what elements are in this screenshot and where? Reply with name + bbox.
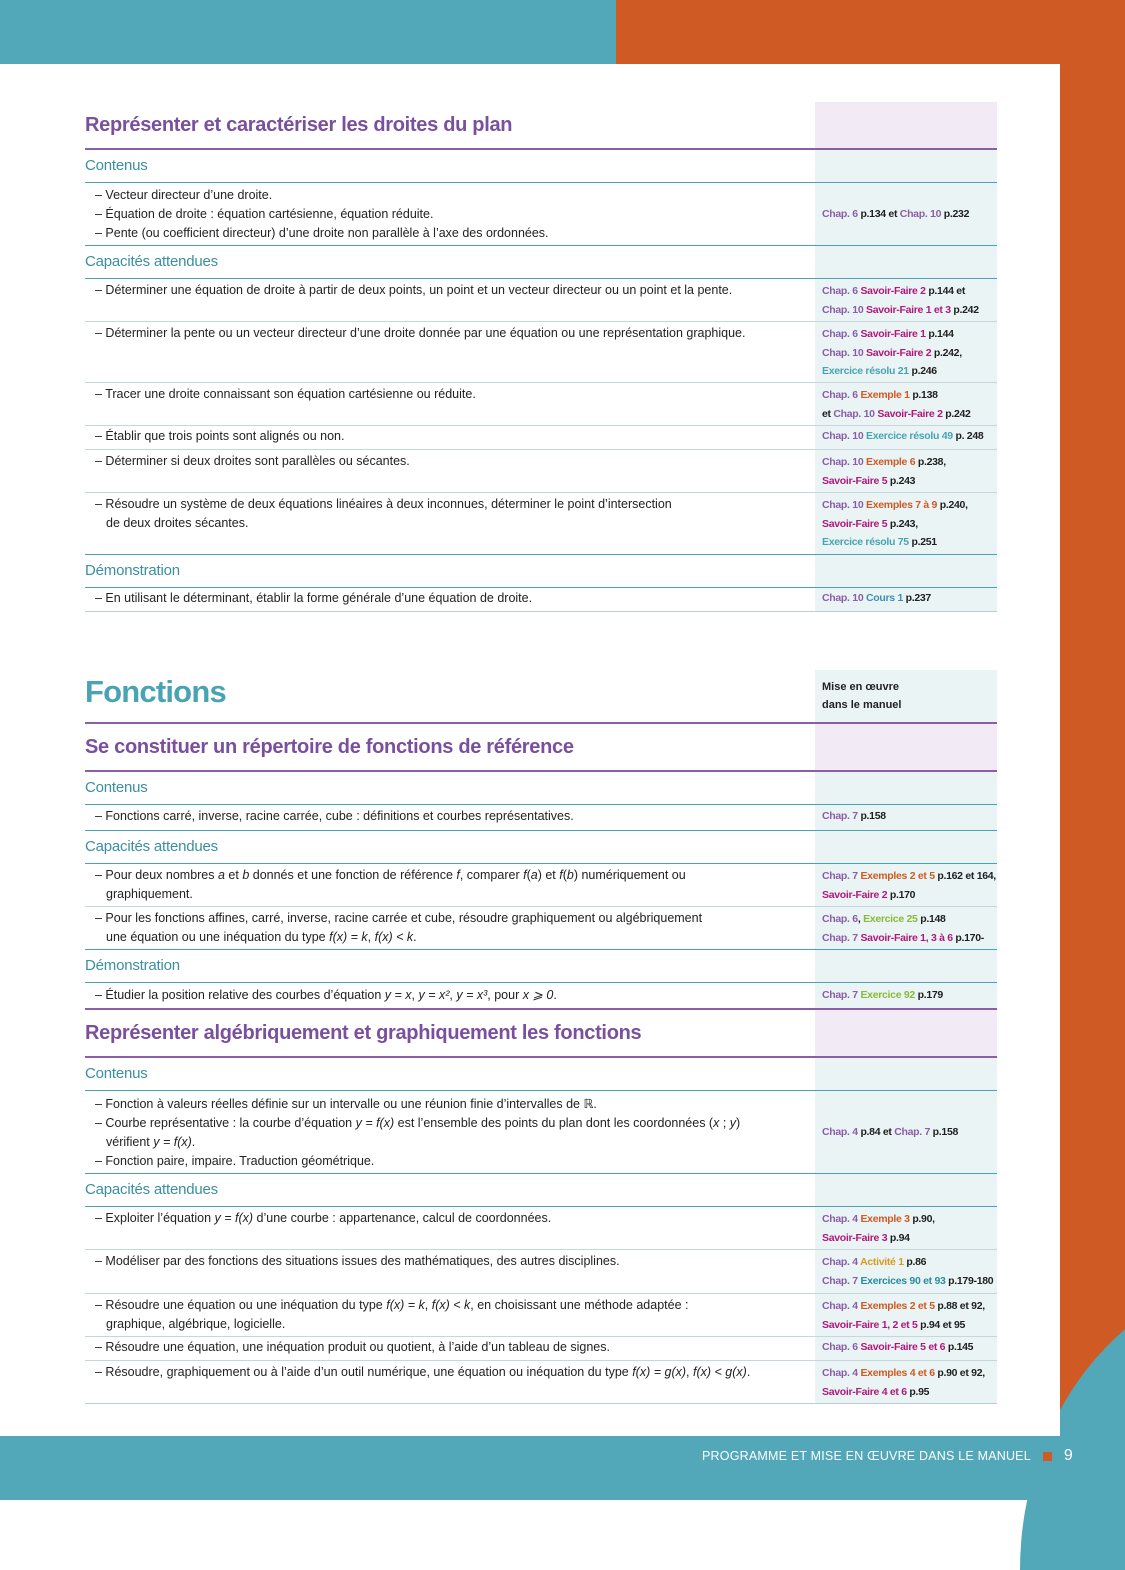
capacite-ref: Chap. 10 Exemple 6 p.238, Savoir-Faire 5 p.243 — [815, 450, 997, 492]
capacite-ref: Chap. 4 Exemple 3 p.90, Savoir-Faire 3 p.94 — [815, 1207, 997, 1249]
bottom-teal-band — [0, 1436, 1125, 1500]
capacite-ref: Chap. 6 Savoir-Faire 5 et 6 p.145 — [815, 1337, 997, 1360]
demo-row: – Étudier la position relative des courbes d’équation y = x, y = x², y = x³, pour x ⩾ 0. Chap. 7 Exercice 92 p.179 — [85, 983, 997, 1010]
contenus-heading-row — [85, 150, 997, 183]
section-title-row — [85, 102, 997, 150]
footer-text: PROGRAMME ET MISE EN ŒUVRE DANS LE MANUEL — [702, 1449, 1031, 1463]
subsection-title: Représenter algébriquement et graphiquement les fonctions — [85, 1022, 642, 1044]
subsection-title: Se constituer un répertoire de fonctions de référence — [85, 736, 574, 758]
contenus-ref: Chap. 6 p.134 et Chap. 10 p.232 — [815, 183, 997, 245]
mise-en-oeuvre-label: Mise en œuvre dans le manuel — [815, 670, 997, 722]
contenus-row: – Fonctions carré, inverse, racine carrée, cube : définitions et courbes représentatives. Chap. 7 p.158 — [85, 805, 997, 831]
capacites-heading-row: Capacités attendues — [85, 831, 997, 864]
capacite-row: – Déterminer la pente ou un vecteur directeur d’une droite donnée par une équation ou une représentation graphique. Chap. 6 Savoir-Faire 1 p.144 Chap. 10 Savoir-Faire 2 p.242, Exercice résolu 21 p.246 — [85, 322, 997, 383]
section-title: Représenter et caractériser les droites du plan — [85, 114, 513, 136]
capacite-row: – Résoudre, graphiquement ou à l’aide d’un outil numérique, une équation ou inéquation du type f(x) = g(x), f(x) < g(x). Chap. 4 Exemples 4 et 6 p.90 et 92, Savoir-Faire 4 et 6 p.95 — [85, 1361, 997, 1404]
contenus-ref: Chap. 7 p.158 — [815, 805, 997, 830]
demo-ref: Chap. 10 Cours 1 p.237 — [815, 588, 997, 611]
contenus-line: – Vecteur directeur d’une droite. — [95, 188, 273, 202]
page-footer — [702, 1447, 1073, 1465]
capacite-ref: Chap. 10 Exercice résolu 49 p. 248 — [815, 426, 997, 449]
contenus-line: – Équation de droite : équation cartésienne, équation réduite. — [95, 207, 434, 221]
capacites-heading: Capacités attendues — [85, 253, 218, 270]
capacite-row: – Pour deux nombres a et b donnés et une fonction de référence f, comparer f(a) et f(b) numériquement ou graphiquement. Chap. 7 Exemples 2 et 5 p.162 et 164, Savoir-Faire 2 p.170 — [85, 864, 997, 907]
section-droites — [85, 102, 997, 612]
subsection-title-row — [85, 724, 997, 772]
capacite-row: – Résoudre une équation, une inéquation produit ou quotient, à l’aide d’un tableau de signes. Chap. 6 Savoir-Faire 5 et 6 p.145 — [85, 1337, 997, 1361]
page-title: Fonctions — [85, 674, 226, 709]
square-icon — [1043, 1452, 1052, 1461]
contenus-line: – Pente (ou coefficient directeur) d’une droite non parallèle à l’axe des ordonnées. — [95, 226, 549, 240]
capacite-row: – Établir que trois points sont alignés ou non. Chap. 10 Exercice résolu 49 p. 248 — [85, 426, 997, 450]
capacite-ref: Chap. 6, Exercice 25 p.148 Chap. 7 Savoir-Faire 1, 3 à 6 p.170- — [815, 907, 997, 949]
top-teal-band — [0, 0, 620, 64]
capacite-ref: Chap. 10 Exemples 7 à 9 p.240, Savoir-Faire 5 p.243, Exercice résolu 75 p.251 — [815, 493, 997, 554]
capacite-row: – Résoudre un système de deux équations linéaires à deux inconnues, déterminer le point d’intersection de deux droites sécantes. Chap. 10 Exemples 7 à 9 p.240, Savoir-Faire 5 p.243, Exercice résolu 75 p.251 — [85, 493, 997, 555]
capacite-row: – Résoudre une équation ou une inéquation du type f(x) = k, f(x) < k, en choisissant une méthode adaptée : graphique, algébrique, logicielle. Chap. 4 Exemples 2 et 5 p.88 et 92, Savoir-Faire 1, 2 et 5 p.94 et 95 — [85, 1294, 997, 1337]
fonctions-title-row — [85, 670, 997, 724]
capacite-ref: Chap. 4 Exemples 2 et 5 p.88 et 92, Savoir-Faire 1, 2 et 5 p.94 et 95 — [815, 1294, 997, 1336]
capacite-row: – Pour les fonctions affines, carré, inverse, racine carrée et cube, résoudre graphiquement ou algébriquement une équation ou une inéquation du type f(x) = k, f(x) < k. Chap. 6, Exercice 25 p.148 Chap. 7 Savoir-Faire 1, 3 à 6 p.170- — [85, 907, 997, 950]
capacite-ref: Chap. 4 Exemples 4 et 6 p.90 et 92, Savoir-Faire 4 et 6 p.95 — [815, 1361, 997, 1403]
contenus-row — [85, 183, 997, 246]
capacite-row: – Déterminer si deux droites sont parallèles ou sécantes. Chap. 10 Exemple 6 p.238, Savoir-Faire 5 p.243 — [85, 450, 997, 493]
capacite-ref: Chap. 7 Exemples 2 et 5 p.162 et 164, Savoir-Faire 2 p.170 — [815, 864, 997, 906]
contenus-row: – Fonction à valeurs réelles définie sur un intervalle ou une réunion finie d’intervalles de ℝ. – Courbe représentative : la courbe d’équation y = f(x) est l’ensemble des points du plan dont les coordonnées (x ; y) vérifient y = f(x). – Fonction paire, impaire. Traduction géométrique. Chap. 4 p.84 et Chap. 7 p.158 — [85, 1091, 997, 1174]
demo-heading-row: Démonstration — [85, 950, 997, 983]
capacite-ref: Chap. 6 Exemple 1 p.138 et Chap. 10 Savoir-Faire 2 p.242 — [815, 383, 997, 425]
subsection-title-row — [85, 1010, 997, 1058]
capacites-heading-row — [85, 246, 997, 279]
capacites-heading-row: Capacités attendues — [85, 1174, 997, 1207]
capacite-ref: Chap. 4 Activité 1 p.86 Chap. 7 Exercices 90 et 93 p.179-180 — [815, 1250, 997, 1293]
capacite-ref: Chap. 6 Savoir-Faire 2 p.144 et Chap. 10 Savoir-Faire 1 et 3 p.242 — [815, 279, 997, 321]
page-number: 9 — [1063, 1447, 1073, 1464]
contenus-heading: Contenus — [85, 157, 148, 174]
contenus-ref: Chap. 4 p.84 et Chap. 7 p.158 — [815, 1091, 997, 1173]
capacite-row: – Déterminer une équation de droite à partir de deux points, un point et un vecteur directeur ou un point et la pente. Chap. 6 Savoir-Faire 2 p.144 et Chap. 10 Savoir-Faire 1 et 3 p.242 — [85, 279, 997, 322]
contenus-heading-row: Contenus — [85, 772, 997, 805]
capacite-ref: Chap. 6 Savoir-Faire 1 p.144 Chap. 10 Savoir-Faire 2 p.242, Exercice résolu 21 p.246 — [815, 322, 997, 382]
demo-heading: Démonstration — [85, 562, 180, 579]
demo-ref: Chap. 7 Exercice 92 p.179 — [815, 983, 997, 1008]
capacite-row: – Tracer une droite connaissant son équation cartésienne ou réduite. Chap. 6 Exemple 1 p.138 et Chap. 10 Savoir-Faire 2 p.242 — [85, 383, 997, 426]
capacite-row: – Modéliser par des fonctions des situations issues des mathématiques, des autres disciplines. Chap. 4 Activité 1 p.86 Chap. 7 Exercices 90 et 93 p.179-180 — [85, 1250, 997, 1294]
demo-row: – En utilisant le déterminant, établir la forme générale d’une équation de droite. Chap. 10 Cours 1 p.237 — [85, 588, 997, 612]
contenus-heading-row: Contenus — [85, 1058, 997, 1091]
demo-heading-row — [85, 555, 997, 588]
section-fonctions — [85, 670, 997, 1404]
capacite-row: – Exploiter l’équation y = f(x) d’une courbe : appartenance, calcul de coordonnées. Chap. 4 Exemple 3 p.90, Savoir-Faire 3 p.94 — [85, 1207, 997, 1250]
